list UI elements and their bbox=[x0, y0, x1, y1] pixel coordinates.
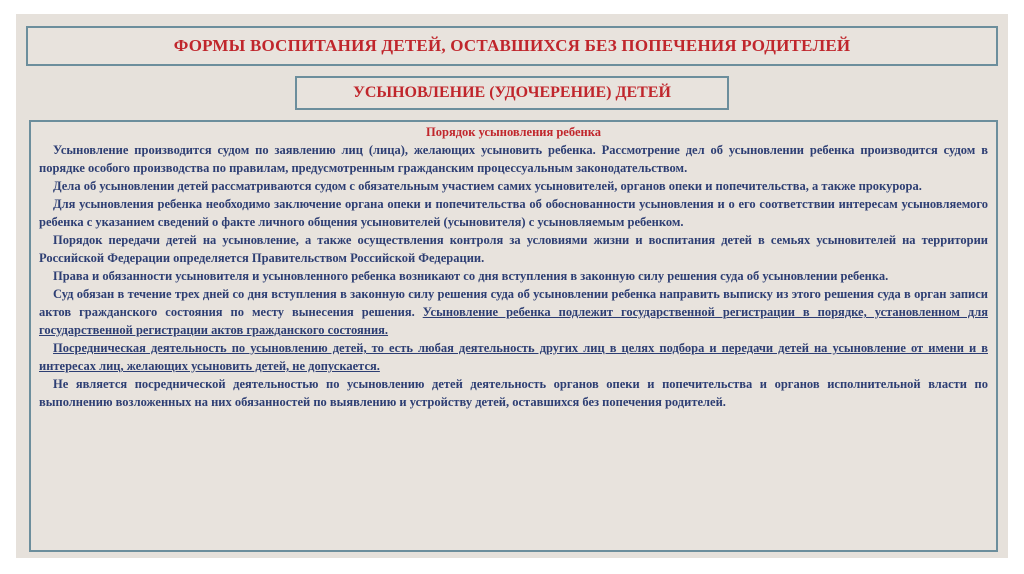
page-title: ФОРМЫ ВОСПИТАНИЯ ДЕТЕЙ, ОСТАВШИХСЯ БЕЗ ПОПЕЧЕНИЯ РОДИТЕЛЕЙ bbox=[173, 36, 851, 55]
subtitle-box bbox=[295, 76, 729, 110]
registration-underlined-text: Усыновление ребенка подлежит государственной регистрации в порядке, установленном для государственной регистрации актов гражданского состояния. bbox=[39, 305, 988, 337]
title-box bbox=[26, 26, 998, 66]
paragraph-rights-obligations: Права и обязанности усыновителя и усыновленного ребенка возникают со дня вступления в законную силу решения суда об усыновлении ребенка. bbox=[53, 269, 889, 283]
slide bbox=[16, 14, 1008, 558]
paragraph-intermediary-ban bbox=[39, 339, 988, 375]
paragraph-transfer-procedure: Порядок передачи детей на усыновление, а также осуществления контроля за условиями жизни и воспитания детей в семьях усыновителей на территории Российской Федерации определяется Правительством Российской Федерации. bbox=[39, 233, 988, 265]
paragraph-not-intermediary: Не является посреднической деятельностью по усыновлению детей деятельность органов опеки и попечительства и органов исполнительной власти по выполнению возложенных на них обязанностей по выявлению и устройству детей, оставшихся без попечения родителей. bbox=[39, 377, 988, 409]
content-heading: Порядок усыновления ребенка bbox=[426, 125, 601, 139]
content-box bbox=[29, 120, 998, 552]
paragraph-court-procedure: Усыновление производится судом по заявлению лиц (лица), желающих усыновить ребенка. Рассмотрение дел об усыновлении ребенка производится судом в порядке особого производства по правилам, предусмотренным гражданским процессуальным законодательством. bbox=[39, 143, 988, 175]
paragraph-guardianship-conclusion: Для усыновления ребенка необходимо заключение органа опеки и попечительства об обоснованности усыновления и о его соответствии интересам усыновляемого ребенка с указанием сведений о факте личного общения усыновителей (усыновителя) с усыновляемым ребенком. bbox=[39, 197, 988, 229]
section-subtitle: УСЫНОВЛЕНИЕ (УДОЧЕРЕНИЕ) ДЕТЕЙ bbox=[353, 84, 671, 101]
intermediary-ban-text: Посредническая деятельность по усыновлению детей, то есть любая деятельность других лиц в целях подбора и передачи детей на усыновление от имени и в интересах лиц, желающих усыновить детей, не допускается. bbox=[39, 341, 988, 373]
paragraph-participants: Дела об усыновлении детей рассматриваются судом с обязательным участием самих усыновителей, органов опеки и попечительства, а также прокурора. bbox=[53, 179, 922, 193]
paragraph-registration bbox=[39, 285, 988, 339]
registration-text: Суд обязан в течение трех дней со дня вступления в законную силу решения суда об усыновлении ребенка направить выписку из этого решения суда в орган записи актов гражданского состояния по месту вынесения решения. bbox=[39, 287, 988, 319]
